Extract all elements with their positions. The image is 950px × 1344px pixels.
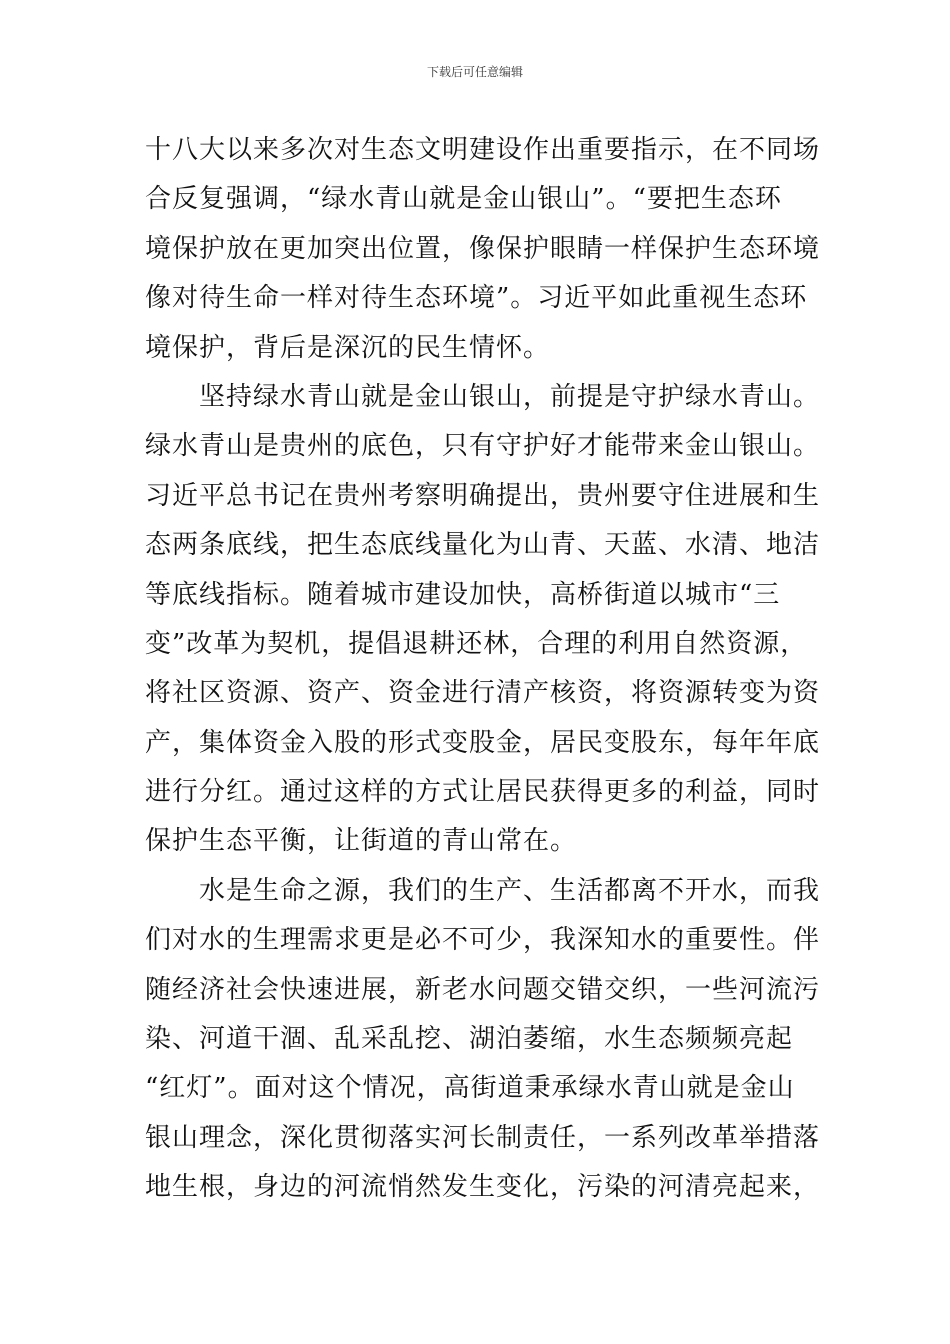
text-line: 合反复强调，“绿水青山就是金山银山”。“要把生态环: [145, 184, 782, 215]
text-line: “红灯”。面对这个情况，高街道秉承绿水青山就是金山: [145, 1073, 795, 1104]
text-line: 银山理念，深化贯彻落实河长制责任，一系列改革举措落: [145, 1122, 821, 1153]
text-line: 们对水的生理需求更是必不可少，我深知水的重要性。伴: [145, 925, 821, 956]
text-line: 坚持绿水青山就是金山银山，前提是守护绿水青山。: [145, 381, 821, 412]
text-line: 产，集体资金入股的形式变股金，居民变股东，每年年底: [145, 727, 821, 758]
page-header: 下载后可任意编辑: [426, 65, 523, 79]
text-line: 像对待生命一样对待生态环境”。习近平如此重视生态环: [145, 283, 808, 314]
text-line: 境保护，背后是深沉的民生情怀。: [145, 332, 551, 363]
paragraph-2: [145, 373, 821, 867]
text-line: 保护生态平衡，让街道的青山常在。: [145, 826, 578, 857]
text-line: 习近平总书记在贵州考察明确提出，贵州要守住进展和生: [145, 480, 821, 511]
document-body: [145, 126, 821, 1213]
text-line: 染、河道干涸、乱采乱挖、湖泊萎缩，水生态频频亮起: [145, 1024, 794, 1055]
text-line: 将社区资源、资产、资金进行清产核资，将资源转变为资: [145, 678, 821, 709]
text-line: 地生根，身边的河流悄然发生变化，污染的河清亮起来，: [145, 1172, 821, 1203]
text-line: 态两条底线，把生态底线量化为山青、天蓝、水清、地洁: [145, 530, 821, 561]
text-line: 变”改革为契机，提倡退耕还林，合理的利用自然资源，: [145, 628, 808, 659]
paragraph-1: [145, 126, 821, 373]
text-line: 随经济社会快速进展，新老水问题交错交织，一些河流污: [145, 974, 821, 1005]
text-line: 绿水青山是贵州的底色，只有守护好才能带来金山银山。: [145, 431, 821, 462]
text-line: 十八大以来多次对生态文明建设作出重要指示，在不同场: [145, 135, 821, 165]
text-line: 等底线指标。随着城市建设加快，高桥街道以城市“三: [145, 579, 781, 610]
text-line: 境保护放在更加突出位置，像保护眼睛一样保护生态环境: [145, 233, 821, 264]
paragraph-3: [145, 867, 821, 1213]
text-line: 进行分红。通过这样的方式让居民获得更多的利益，同时: [145, 777, 821, 808]
text-line: 水是生命之源，我们的生产、生活都离不开水，而我: [145, 875, 821, 906]
